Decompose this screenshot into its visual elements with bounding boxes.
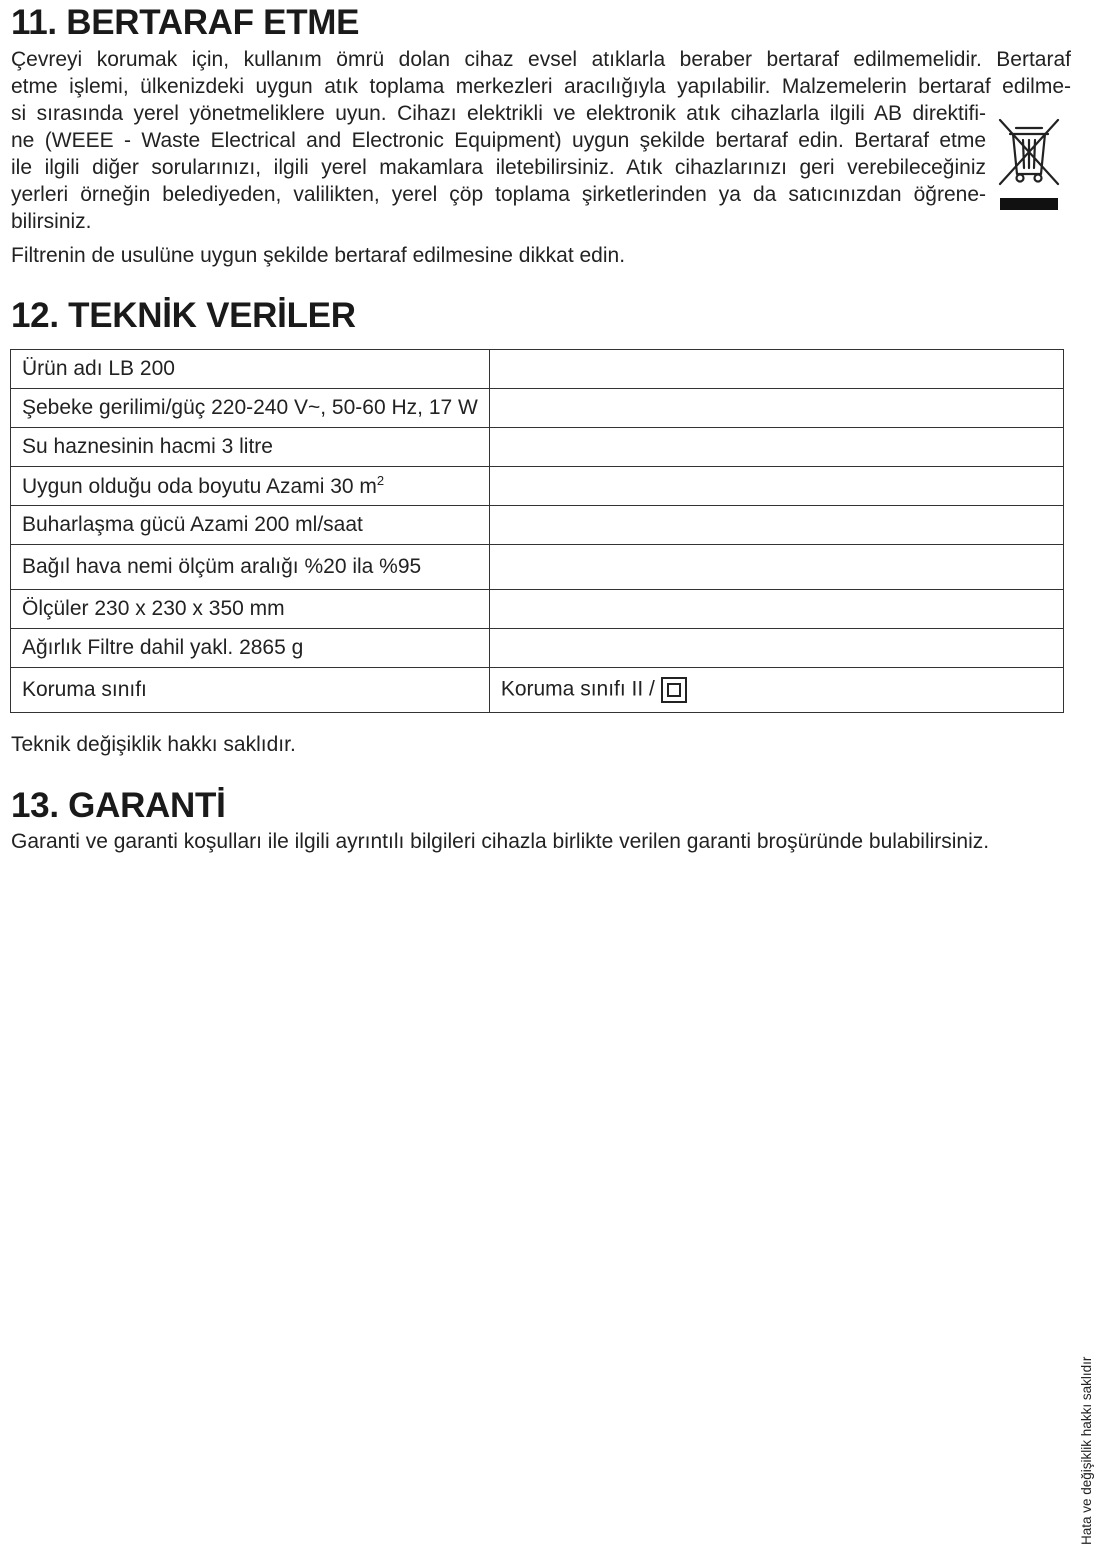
table-row (11, 545, 1064, 590)
spec-cell: Su haznesinin hacmi 3 litre (11, 428, 490, 467)
spec-text: Uygun olduğu oda boyutu Azami 30 m (22, 475, 377, 498)
disposal-line: ne (WEEE - Waste Electrical and Electronic Equipment) uygun şekilde bertaraf edin. Bertaraf etme (11, 129, 986, 152)
table-row (11, 389, 1064, 428)
weee-crossed-bin-icon (994, 114, 1064, 214)
disposal-line: etme işlemi, ülkenizdeki uygun atık toplama merkezleri aracılığıyla yapılabilir. Malzemelerin bertaraf edilme- (11, 75, 1071, 98)
spec-value-cell (489, 428, 1063, 467)
disposal-line: bilirsiniz. (11, 210, 92, 233)
disposal-line: ile ilgili diğer sorularınızı, ilgili yerel makamlara iletebilirsiniz. Atık cihazlarınızı geri verebileceğiniz (11, 156, 986, 179)
disposal-paragraph (11, 46, 1071, 235)
table-row (11, 506, 1064, 545)
table-row (11, 350, 1064, 389)
technical-change-note: Teknik değişiklik hakkı saklıdır. (11, 733, 296, 756)
spec-value-cell (489, 350, 1063, 389)
spec-value-cell (489, 668, 1063, 713)
table-row (11, 668, 1064, 713)
warranty-text: Garanti ve garanti koşulları ile ilgili ayrıntılı bilgileri cihazla birlikte verilen garanti broşüründe bulabilirsiniz. (11, 830, 990, 853)
section-12-title: 12. TEKNİK VERİLER (11, 296, 356, 335)
spec-cell: Buharlaşma gücü Azami 200 ml/saat (11, 506, 490, 545)
table-row (11, 590, 1064, 629)
spec-value-cell (489, 506, 1063, 545)
section-11-title: 11. BERTARAF ETME (11, 3, 360, 42)
spec-value-cell (489, 545, 1063, 590)
spec-cell: Ürün adı LB 200 (11, 350, 490, 389)
spec-cell: Ölçüler 230 x 230 x 350 mm (11, 590, 490, 629)
disposal-line: si sırasında yerel yönetmeliklere uyun. Cihazı elektrikli ve elektronik atık cihazlarla ilgili AB direktifi- (11, 102, 986, 125)
protection-class-text: Koruma sınıfı II / (500, 677, 655, 701)
side-note: Hata ve değişiklik hakkı saklıdır (1079, 1356, 1094, 1545)
disposal-line: yerleri örneğin belediyeden, valilikten, yerel çöp toplama şirketlerinden ya da satıcınızdan öğrene- (11, 183, 986, 206)
spec-value-cell (489, 467, 1063, 506)
table-row (11, 629, 1064, 668)
spec-cell: Koruma sınıfı (11, 668, 490, 713)
spec-cell: Ağırlık Filtre dahil yakl. 2865 g (11, 629, 490, 668)
disposal-line: Çevreyi korumak için, kullanım ömrü dolan cihaz evsel atıklarla beraber bertaraf edilmemelidir. Bertaraf (11, 48, 1071, 71)
table-row (11, 428, 1064, 467)
spec-cell (11, 467, 490, 506)
spec-value-cell (489, 389, 1063, 428)
filter-disposal-note: Filtrenin de usulüne uygun şekilde bertaraf edilmesine dikkat edin. (11, 244, 626, 267)
spec-value-cell (489, 629, 1063, 668)
spec-value-cell (489, 590, 1063, 629)
spec-cell: Şebeke gerilimi/güç 220-240 V~, 50-60 Hz, 17 W (11, 389, 490, 428)
table-row (11, 467, 1064, 506)
superscript: 2 (376, 473, 385, 488)
spec-cell: Bağıl hava nemi ölçüm aralığı %20 ila %95 (11, 545, 490, 590)
protection-class-ii-icon (661, 677, 687, 703)
section-13-title: 13. GARANTİ (11, 786, 226, 825)
technical-data-table (10, 349, 1064, 713)
